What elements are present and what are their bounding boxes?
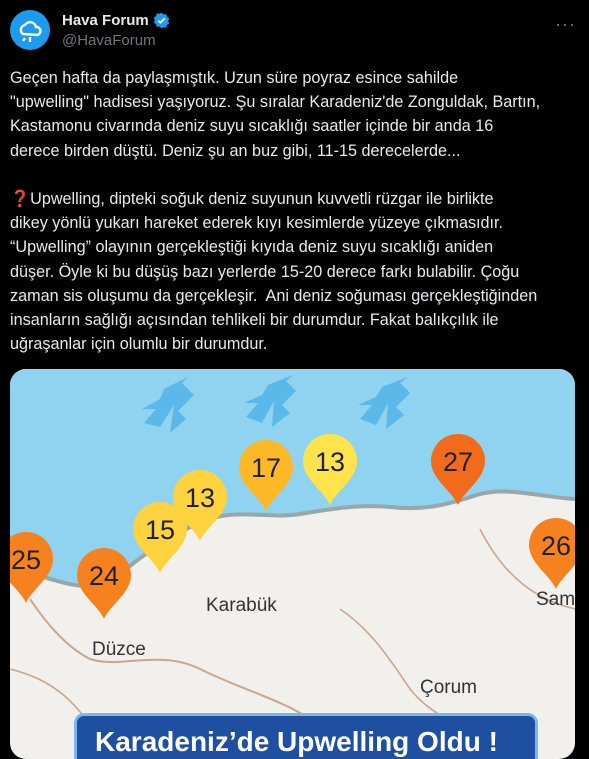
temperature-pin	[529, 518, 575, 589]
temperature-pin	[77, 548, 131, 619]
pin-value: 26	[540, 531, 572, 561]
cloud-sun-logo-icon	[16, 16, 44, 44]
town-label: Karabük	[206, 595, 277, 616]
town-label: Düzce	[92, 639, 146, 660]
pin-value: 25	[10, 545, 42, 575]
tweet-text	[10, 66, 580, 356]
verified-badge-icon	[153, 12, 170, 29]
temperature-pin	[10, 532, 53, 603]
map-image[interactable]	[10, 369, 575, 759]
avatar[interactable]	[10, 10, 50, 50]
tweet-header	[10, 10, 580, 54]
pin-value: 24	[88, 561, 120, 591]
map-banner	[74, 713, 538, 759]
author-handle[interactable]: @HavaForum	[62, 32, 156, 49]
paragraph-1: Geçen hafta da paylaşmıştık. Uzun süre poyraz esince sahilde "upwelling" hadisesi yaşıyoruz. Şu sıralar Karadeniz'de Zonguldak, Bartın, Kastamonu civarında deniz suyu sıcaklığı saatler içinde bir anda 16 derece birden düştü. Deniz şu an buz gibi, 11-15 derecelerde...	[10, 69, 541, 160]
pin-value: 27	[442, 447, 474, 477]
pin-value: 13	[314, 447, 346, 477]
author-name[interactable]: Hava Forum	[62, 12, 149, 29]
town-label: Sam	[536, 589, 575, 610]
paragraph-2: ❓Upwelling, dipteki soğuk deniz suyunun kuvvetli rüzgar ile birlikte dikey yönlü yukarı hareket ederek kıyı kesimlerde yüzeye çıkmasıdır. “Upwelling” olayının gerçekleştiği kıyıda deniz suyu sıcaklığı aniden düşer. Öyle ki bu düşüş bazı yerlerde 15-20 derece farkı bulabilir. Çoğu zaman sis oluşumu da gerçekleşir. Ani deniz soğuması gerçekleştiğinden insanların sağlığı açısından tehlikeli bir durumdur. Fakat balıkçılık ile uğraşanlar için olumlu bir durumdur.	[10, 190, 538, 354]
banner-text: Karadeniz’de Upwelling Oldu !	[95, 726, 498, 757]
town-label: Çorum	[420, 677, 478, 698]
map-svg	[10, 369, 575, 759]
more-options-icon[interactable]: ···	[555, 14, 576, 34]
pin-value: 13	[184, 483, 216, 513]
pin-value: 15	[144, 515, 176, 545]
pin-value: 17	[250, 453, 282, 483]
